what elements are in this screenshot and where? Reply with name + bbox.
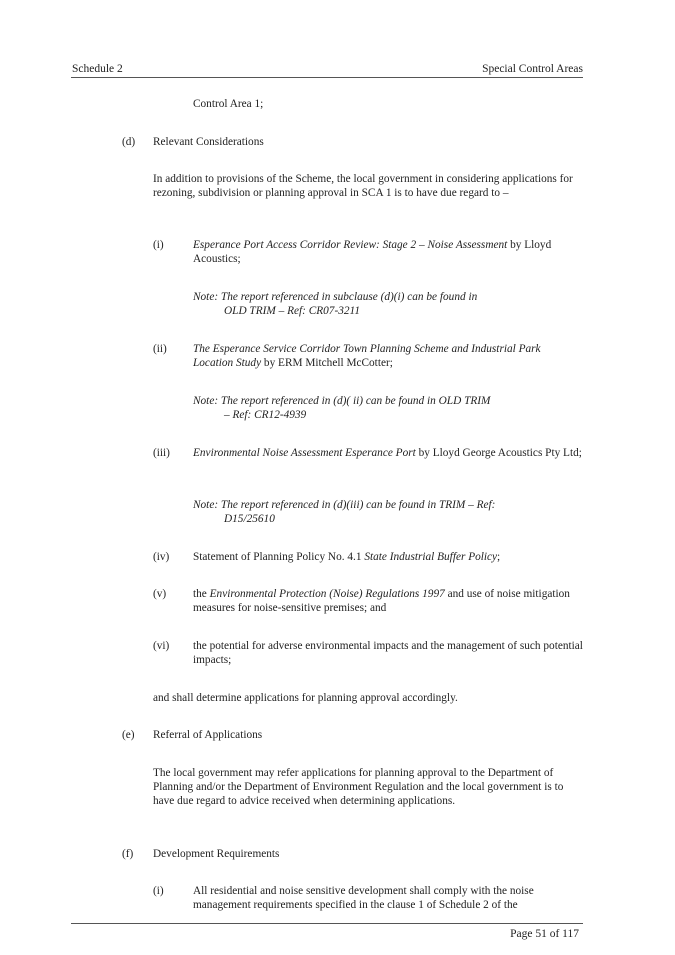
- item-d-ii-text: [193, 342, 583, 370]
- item-d-iii-text: [193, 446, 583, 460]
- footer-rule: [71, 923, 583, 924]
- item-d-v-label: (v): [153, 588, 167, 600]
- lead-text: Control Area 1;: [193, 98, 264, 110]
- policy-title: State Industrial Buffer Policy: [364, 551, 498, 563]
- item-d-iv-text: [193, 550, 583, 564]
- item-suffix: ;: [497, 551, 501, 563]
- header-schedule: Schedule 2: [72, 63, 123, 75]
- note-line-1: Note: The report referenced in subclause (d)(i) can be found in: [193, 291, 478, 303]
- item-d-iv-label: (iv): [153, 551, 170, 563]
- item-prefix: the: [193, 588, 210, 600]
- header-section-title: Special Control Areas: [482, 63, 583, 75]
- report-author: by ERM Mitchell McCotter;: [261, 357, 393, 370]
- section-d-title: Relevant Considerations: [153, 136, 264, 148]
- item-suffix: and use of noise mitigation measures for noise-sensitive premises; and: [193, 588, 570, 615]
- note-line-2: – Ref: CR12-4939: [224, 409, 307, 422]
- report-author: by Lloyd George Acoustics Pty Ltd;: [418, 447, 582, 459]
- page-number: Page 51 of 117: [510, 928, 579, 940]
- item-d-vi-text: the potential for adverse environmental impacts and the management of such potential impacts;: [193, 640, 583, 667]
- section-d-closing: and shall determine applications for planning approval accordingly.: [153, 692, 458, 704]
- note-line-1: Note: The report referenced in (d)(iii) can be found in TRIM – Ref:: [193, 499, 496, 511]
- section-f-title: Development Requirements: [153, 848, 280, 860]
- item-d-iii-label: (iii): [153, 447, 170, 459]
- note-d-iii: [193, 498, 573, 526]
- section-e-title: Referral of Applications: [153, 729, 263, 741]
- note-line-1: Note: The report referenced in (d)( ii) can be found in OLD TRIM: [193, 395, 491, 407]
- section-f-label: (f): [122, 848, 134, 860]
- report-author: by Lloyd Acoustics;: [193, 239, 552, 266]
- note-line-2: D15/25610: [224, 513, 275, 526]
- regulation-title: Environmental Protection (Noise) Regulations 1997: [209, 588, 445, 600]
- section-d-intro: In addition to provisions of the Scheme, the local government in considering applications for rezoning, subdivision or planning approval in SCA 1 is to have due regard to –: [153, 173, 573, 200]
- report-title: Environmental Noise Assessment Esperance Port: [193, 447, 419, 459]
- section-e-label: (e): [122, 729, 135, 741]
- item-d-vi-label: (vi): [153, 640, 170, 652]
- item-d-v-text: [193, 587, 583, 615]
- item-d-i-label: (i): [153, 239, 164, 251]
- section-d-label: (d): [122, 136, 136, 148]
- item-f-i-text: All residential and noise sensitive development shall comply with the noise management requirements specified in the clause 1 of Schedule 2 of the: [193, 885, 534, 912]
- report-title: Esperance Port Access Corridor Review: Stage 2 – Noise Assessment: [193, 239, 508, 251]
- note-line-2: OLD TRIM – Ref: CR07-3211: [224, 305, 360, 318]
- item-d-ii-label: (ii): [153, 343, 167, 355]
- item-prefix: Statement of Planning Policy No. 4.1: [193, 551, 365, 563]
- item-f-i-label: (i): [153, 885, 164, 897]
- report-title: The Esperance Service Corridor Town Planning Scheme and Industrial Park Location Study: [193, 343, 541, 370]
- note-d-ii: [193, 394, 573, 422]
- header-rule: [71, 77, 583, 78]
- section-e-text: The local government may refer applications for planning approval to the Department of Planning and/or the Department of Environment Regulation and the local government is to have due regard to advice received when determining applications.: [153, 767, 564, 808]
- note-d-i: [193, 290, 573, 318]
- item-d-i-text: [193, 238, 583, 266]
